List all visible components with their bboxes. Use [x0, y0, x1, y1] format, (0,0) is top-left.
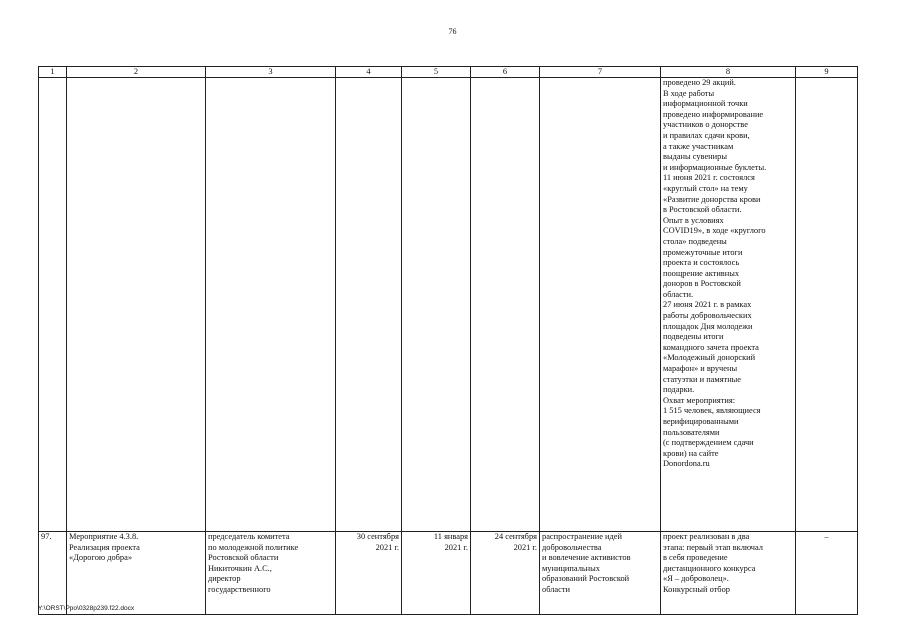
actual-result-cell: проект реализован в два этапа: первый этап включал в себя проведение дистанционного конкурса «Я – доброволец». Конкурсный отбор: [661, 532, 796, 615]
text-line: информационной точки: [663, 99, 748, 109]
text-line: Опыт в условиях: [663, 215, 724, 225]
text-line: промежуточные итоги: [663, 247, 743, 257]
continuation-row: [39, 78, 858, 532]
column-header: 9: [796, 67, 858, 78]
column-header: 6: [471, 67, 540, 78]
row-number: 97.: [39, 532, 67, 615]
text-line: командного зачета проекта: [663, 342, 759, 352]
plan-end-date-cell: 30 сентября 2021 г.: [336, 532, 402, 615]
text-line: статуэтки и памятные: [663, 374, 742, 384]
text-line: COVID19», в ходе «круглого: [663, 226, 766, 236]
text-line: и правилах сдачи крови,: [663, 130, 750, 140]
column-header: 1: [39, 67, 67, 78]
text-line: выданы сувениры: [663, 152, 727, 162]
report-table: [38, 66, 858, 615]
text-line: «Развитие донорства крови: [663, 194, 761, 204]
text-line: «круглый стол» на тему: [663, 183, 748, 193]
end-date-cell: 24 сентября 2021 г.: [471, 532, 540, 615]
text-line: подведены итоги: [663, 332, 724, 342]
text-line: поощрение активных: [663, 268, 740, 278]
table-row: [39, 532, 858, 615]
text-line: 1 515 человек, являющиеся: [663, 406, 761, 416]
column-number-row: [39, 67, 858, 78]
text-line: проведено информирование: [663, 109, 764, 119]
text-line: работы добровольческих: [663, 311, 752, 321]
text-line: в Ростовской области.: [663, 205, 742, 215]
file-path-footer: Y:\ORST\Ppo\0328p239.f22.docx: [38, 605, 135, 612]
text-line: 11 июня 2021 г. состоялся: [663, 173, 755, 183]
text-line: 27 июня 2021 г. в рамках: [663, 300, 752, 310]
text-line: Donordona.ru: [663, 459, 710, 469]
planned-result-cell: распространение идей добровольчества и вовлечение активистов муниципальных образований Ростовской области: [540, 532, 661, 615]
column-header: 2: [67, 67, 206, 78]
column-header: 5: [402, 67, 471, 78]
event-name-cell: Мероприятие 4.3.8. Реализация проекта «Дорогою добра»: [67, 532, 206, 615]
text-line: стола» подведены: [663, 236, 727, 246]
text-line: и информационные буклеты.: [663, 162, 767, 172]
start-date-cell: 11 января 2021 г.: [402, 532, 471, 615]
text-line: проведено 29 акций.: [663, 78, 736, 87]
text-line: «Молодежный донорский: [663, 353, 756, 363]
text-line: пользователями: [663, 427, 720, 437]
note-cell: –: [796, 532, 858, 615]
text-line: участников о донорстве: [663, 120, 748, 130]
text-line: верифицированными: [663, 417, 739, 426]
column-header: 8: [661, 67, 796, 78]
column-header: 3: [206, 67, 336, 78]
text-line: В ходе работы: [663, 88, 715, 98]
page-number: 76: [448, 27, 457, 36]
text-line: области.: [663, 289, 694, 299]
actual-result-continuation: [661, 78, 796, 532]
column-header: 7: [540, 67, 661, 78]
text-line: доноров в Ростовской: [663, 279, 741, 289]
responsible-cell: председатель комитета по молодежной политике Ростовской области Никиточкин А.С., директор государственного: [206, 532, 336, 615]
text-line: а также участникам: [663, 141, 734, 151]
text-line: марафон» и вручены: [663, 364, 738, 374]
text-line: проекта и состоялось: [663, 258, 740, 268]
text-line: Охват мероприятия:: [663, 395, 736, 405]
text-line: площадок Дня молодежи: [663, 321, 753, 331]
column-header: 4: [336, 67, 402, 78]
text-line: крови) на сайте: [663, 448, 719, 458]
text-line: (с подтверждением сдачи: [663, 438, 754, 448]
text-line: подарки.: [663, 385, 695, 395]
